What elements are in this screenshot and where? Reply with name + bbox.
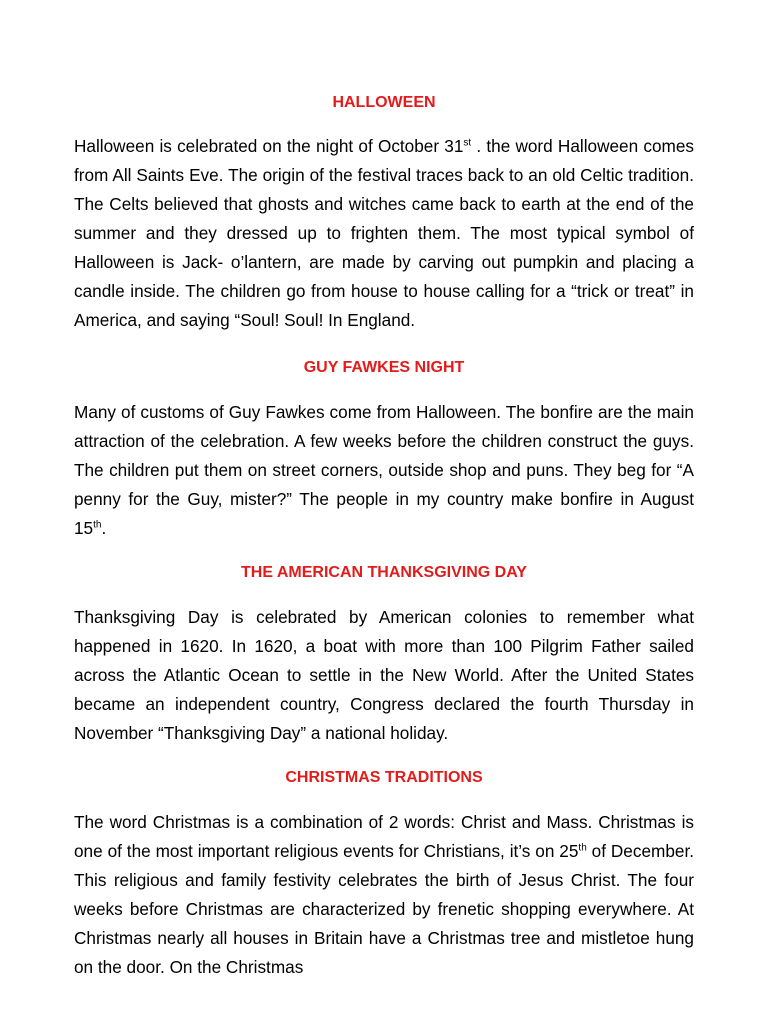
paragraph-christmas-traditions [74, 808, 694, 982]
heading-christmas-traditions: CHRISTMAS TRADITIONS [285, 769, 483, 786]
superscript: th [93, 519, 102, 531]
paragraph-guy-fawkes-night [74, 398, 694, 543]
text-segment: . [101, 518, 107, 538]
heading-thanksgiving-day: THE AMERICAN THANKSGIVING DAY [241, 564, 527, 581]
paragraph-thanksgiving-day [74, 603, 694, 748]
superscript: st [463, 137, 472, 149]
paragraph-halloween [74, 132, 694, 335]
document-page [74, 93, 694, 982]
heading-halloween: HALLOWEEN [332, 94, 436, 111]
text-segment: . the word Halloween comes from All Saints Eve. The origin of the festival traces back to an old Celtic tradition. The Celts believed that ghosts and witches came back to earth at the end of the summer and they dressed up to frighten them. The most typical symbol of Halloween is Jack- o’lantern, are made by carving out pumpkin and placing a candle inside. The children go from house to house calling for a “trick or treat” in America, and saying “Soul! Soul! In England. [74, 136, 694, 330]
text-segment: Many of customs of Guy Fawkes come from Halloween. The bonfire are the main attraction of the celebration. A few weeks before the children construct the guys. The children put them on street corners, outside shop and puns. They beg for “A penny for the Guy, mister?” The people in my country make bonfire in August 15 [74, 402, 694, 538]
text-segment: of December. This religious and family festivity celebrates the birth of Jesus Christ. The four weeks before Christmas are characterized by frenetic shopping everywhere. At Christmas nearly all houses in Britain have a Christmas tree and mistletoe hung on the door. On the Christmas [74, 841, 694, 977]
text-segment: Halloween is celebrated on the night of October 31 [74, 136, 464, 156]
text-segment: The word Christmas is a combination of 2 words: Christ and Mass. Christmas is one of the most important religious events for Christians, it’s on 25 [74, 812, 694, 861]
heading-guy-fawkes-night: GUY FAWKES NIGHT [303, 359, 465, 376]
text-segment: Thanksgiving Day is celebrated by American colonies to remember what happened in 1620. In 1620, a boat with more than 100 Pilgrim Father sailed across the Atlantic Ocean to settle in the New World. After the United States became an independent country, Congress declared the fourth Thursday in November “Thanksgiving Day” a national holiday. [74, 607, 694, 743]
superscript: th [578, 842, 587, 854]
